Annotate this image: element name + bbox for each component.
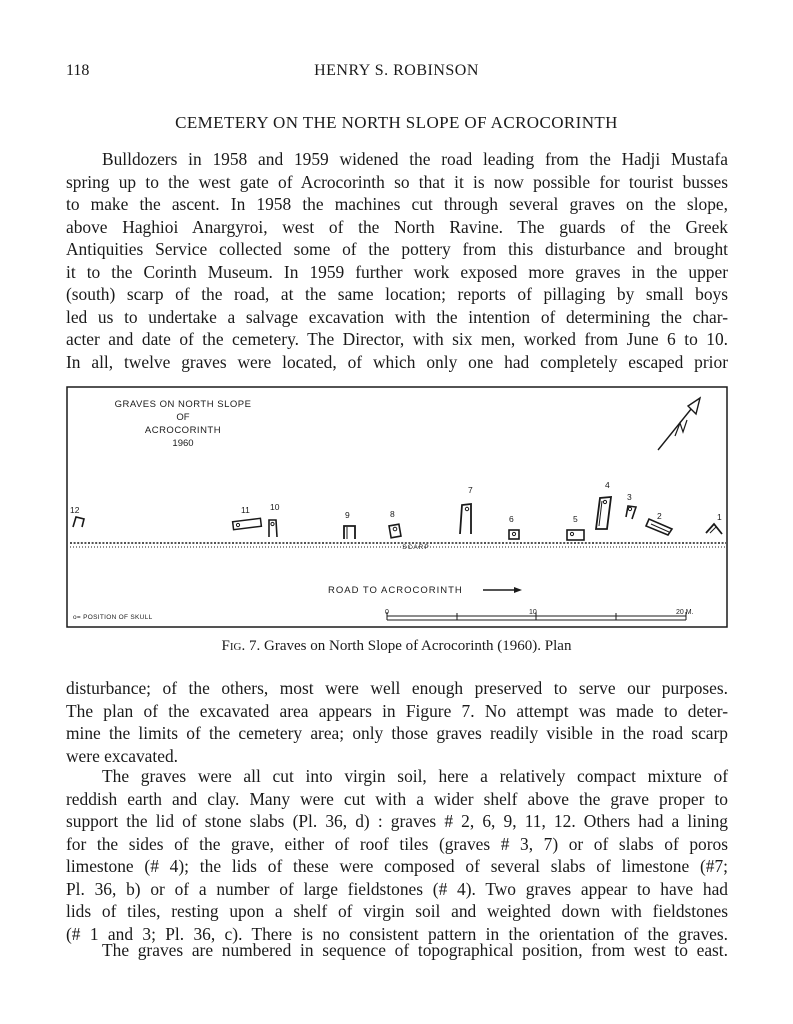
figure-title-line: 1960 xyxy=(172,438,194,449)
grave-number-label: 5 xyxy=(573,514,578,524)
grave-number-label: 3 xyxy=(627,492,632,502)
road-scarp-line xyxy=(70,543,726,547)
text-line: limestone (# 4); the lids of these were composed of several slabs of limestone (#7; xyxy=(66,856,728,876)
scale-label: 20 M. xyxy=(676,609,694,616)
text-line: Pl. 36, b) or of a number of large fieldstones (# 4). Two graves appear to have had xyxy=(66,878,728,899)
text-line: Antiquities Service collected some of the pottery from this disturbance and brought xyxy=(66,239,728,259)
grave-5-outline xyxy=(567,530,584,540)
text-line: In all, twelve graves were located, of which only one had completely escaped prior xyxy=(66,351,728,372)
text-line: it to the Corinth Museum. In 1959 further work exposed more graves in the upper xyxy=(66,261,728,282)
text-line: lids of tiles, resting upon a shelf of virgin soil and weighted down with fieldstones xyxy=(66,901,728,921)
skull-marker xyxy=(570,532,573,535)
figure-caption-prefix: Fig. 7. xyxy=(221,638,261,654)
grave-number-label: 4 xyxy=(605,480,610,490)
grave-number-label: 12 xyxy=(70,505,80,515)
paragraph-2 xyxy=(66,677,728,767)
skull-position-legend: o= POSITION OF SKULL xyxy=(73,614,153,621)
grave-2-inner xyxy=(651,524,669,532)
paragraph-3 xyxy=(66,765,728,945)
grave-number-label: 8 xyxy=(390,509,395,519)
figure-caption-text: Graves on North Slope of Acrocorinth (1960). Plan xyxy=(264,638,572,654)
grave-6-outline xyxy=(509,530,519,539)
grave-9-outline xyxy=(344,526,355,539)
text-line: (south) scarp of the road, at the same location; reports of pillaging by small boys xyxy=(66,284,728,304)
graves-plan-drawing xyxy=(66,386,728,628)
skull-marker xyxy=(393,527,397,531)
grave-number-label: 1 xyxy=(717,512,722,522)
grave-number-label: 7 xyxy=(468,485,473,495)
figure-title-line: GRAVES ON NORTH SLOPE xyxy=(114,399,252,410)
skull-marker xyxy=(236,523,239,526)
text-line: to make the ascent. In 1958 the machines cut through several graves on the slope, xyxy=(66,194,728,214)
text-line: mine the limits of the cemetery area; only those graves readily visible in the road scarp xyxy=(66,723,728,743)
skull-marker xyxy=(628,507,631,510)
grave-number-label: 2 xyxy=(657,511,662,521)
skull-marker xyxy=(603,500,606,503)
north-arrow-icon xyxy=(658,398,700,450)
text-line: Bulldozers in 1958 and 1959 widened the road leading from the Hadji Mustafa xyxy=(102,149,728,169)
page-number: 118 xyxy=(66,62,90,79)
scale-label: 0 xyxy=(385,609,389,616)
figure-caption xyxy=(0,638,793,655)
text-line: support the lid of stone slabs (Pl. 36, d) : graves # 2, 6, 9, 11, 12. Others had a lining xyxy=(66,811,728,831)
paragraph-4 xyxy=(66,939,728,962)
scale-label: 10 xyxy=(529,609,537,616)
paragraph-1 xyxy=(66,148,728,373)
text-line: reddish earth and clay. Many were cut with a wider shelf above the grave proper to xyxy=(66,788,728,809)
text-line: led us to undertake a salvage excavation with the intention of determining the char- xyxy=(66,306,728,327)
text-line: (# 1 and 3; Pl. 36, c). There is no consistent pattern in the orientation of the graves. xyxy=(66,923,728,944)
grave-number-label: 9 xyxy=(345,510,350,520)
figure-title-line: ACROCORINTH xyxy=(144,425,222,436)
text-line: The graves were all cut into virgin soil, here a relatively compact mixture of xyxy=(102,766,728,786)
skull-marker xyxy=(271,522,274,525)
grave-number-label: 11 xyxy=(241,505,250,515)
text-line: acter and date of the cemetery. The Director, with six men, worked from June 6 to 10. xyxy=(66,329,728,349)
grave-number-label: 10 xyxy=(270,502,280,512)
grave-12-outline xyxy=(73,517,84,527)
grave-number-label: 6 xyxy=(509,514,514,524)
figure-7-plan xyxy=(66,386,728,628)
text-line: The plan of the excavated area appears in Figure 7. No attempt was made to deter- xyxy=(66,700,728,721)
grave-2-outline xyxy=(646,519,672,535)
text-line: The graves are numbered in sequence of topographical position, from west to east. xyxy=(102,940,728,960)
scarp-label: SCARP xyxy=(402,544,430,551)
text-line: spring up to the west gate of Acrocorinth so that it is now possible for tourist busses xyxy=(66,171,728,192)
text-line: disturbance; of the others, most were well enough preserved to serve our purposes. xyxy=(66,678,728,698)
skull-marker xyxy=(465,507,468,510)
skull-marker xyxy=(512,532,515,535)
road-label: ROAD TO ACROCORINTH xyxy=(328,585,463,596)
text-line: were excavated. xyxy=(66,745,178,766)
figure-title-line: OF xyxy=(176,412,190,423)
running-head: HENRY S. ROBINSON xyxy=(314,62,479,79)
section-title: CEMETERY ON THE NORTH SLOPE OF ACROCORINTH xyxy=(175,113,618,132)
text-line: for the sides of the grave, either of roof tiles (graves # 3, 7) or of slabs of poros xyxy=(66,833,728,854)
text-line: above Haghioi Anargyroi, west of the North Ravine. The guards of the Greek xyxy=(66,216,728,237)
road-direction-arrow-icon xyxy=(483,587,522,593)
